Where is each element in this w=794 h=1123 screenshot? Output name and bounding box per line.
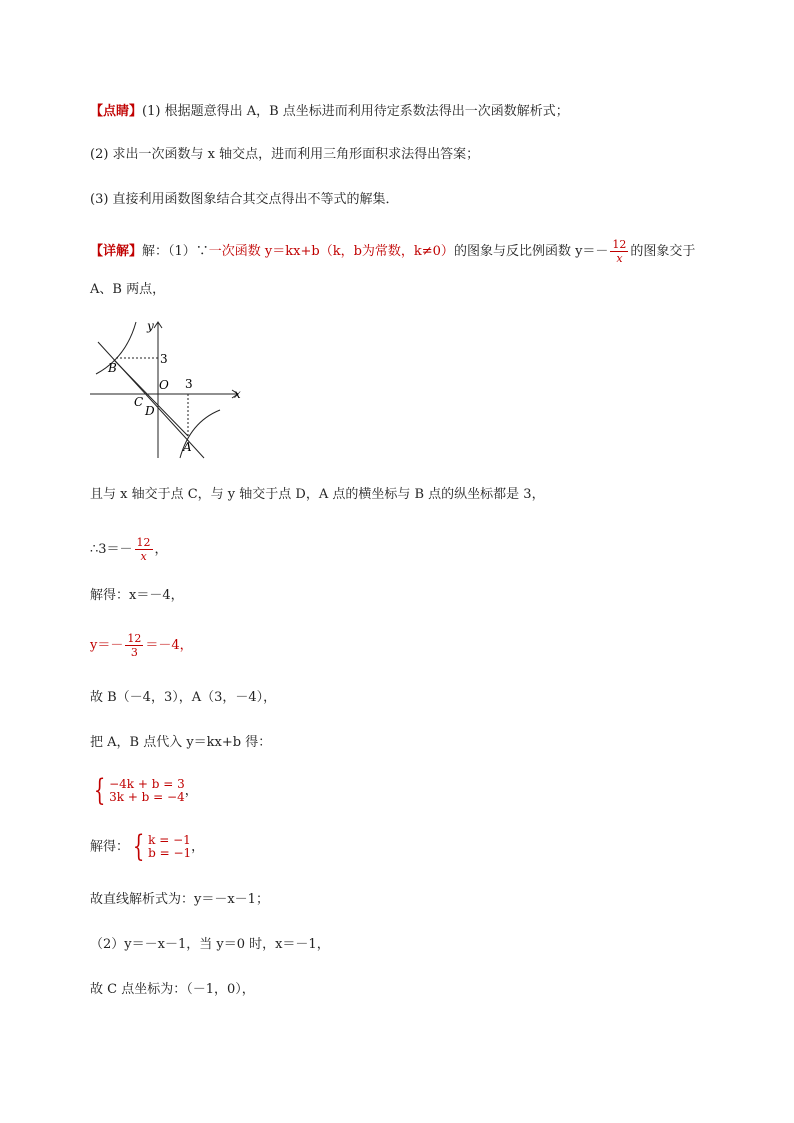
y-tick-label: 3 — [160, 352, 168, 366]
system-1-brace: { — [93, 773, 106, 808]
solution-line-2 — [90, 536, 168, 564]
detail-line-2 — [90, 280, 165, 300]
detail-line-1 — [90, 238, 695, 266]
solution-line-4 — [90, 632, 193, 660]
solution-fraction-2-den: 3 — [130, 646, 138, 659]
detail-text-2: A、B 两点， — [90, 282, 166, 297]
x-tick-label: 3 — [185, 377, 193, 391]
solution-line-9 — [90, 890, 269, 910]
solution-text-6: 把 A，B 点代入 y＝kx+b 得： — [90, 735, 272, 750]
y-axis-label: y — [147, 319, 154, 333]
system-1-tail: ， — [184, 783, 198, 799]
solution-fraction-2-num: 12 — [127, 632, 142, 645]
origin-label: O — [159, 378, 169, 392]
function-graph-svg — [88, 318, 248, 463]
point-c-label: C — [134, 395, 144, 409]
solution-text-11: 故 C 点坐标为：（－1，0）， — [90, 982, 255, 997]
detail-tag: 【详解】 — [90, 244, 143, 259]
point-a-label: A — [183, 440, 192, 454]
solution-fraction-2 — [125, 632, 143, 659]
solution-text-9: 故直线解析式为：y＝－x－1； — [90, 892, 269, 907]
hint-line-3 — [90, 190, 399, 210]
system-2-row-2: b = −1 — [148, 846, 192, 860]
solution-line-10 — [90, 935, 330, 955]
solution-fraction-1-num: 12 — [136, 536, 151, 549]
hint-line-2 — [90, 145, 479, 165]
equation-system-1 — [90, 773, 185, 808]
detail-intro-a: 解：（1）∵ — [142, 244, 209, 259]
x-axis-label: x — [234, 387, 241, 401]
system-2-brace: { — [132, 829, 145, 864]
hint-text-3: (3) 直接利用函数图象结合其交点得出不等式的解集． — [90, 192, 399, 207]
solution-text-3: 解得：x＝－4， — [90, 588, 184, 603]
solution-line-6 — [90, 733, 271, 753]
solution-line-3 — [90, 586, 184, 606]
solution-text-1: 且与 x 轴交于点 C，与 y 轴交于点 D，A 点的横坐标与 B 点的纵坐标都是 3， — [90, 487, 545, 502]
equation-system-2 — [129, 829, 192, 864]
function-graph-figure — [88, 318, 248, 463]
point-b-label: B — [108, 361, 117, 375]
fraction-denominator: x — [616, 252, 623, 265]
solution-text-10: （2）y＝－x－1，当 y＝0 时，x＝－1， — [90, 937, 330, 952]
system-2-rows — [148, 834, 191, 860]
solution-line-5 — [90, 688, 276, 708]
solution-line-1 — [90, 485, 545, 505]
solution-text-2b: ， — [154, 542, 168, 557]
solution-line-7 — [90, 773, 198, 808]
hint-text-2: (2) 求出一次函数与 x 轴交点，进而利用三角形面积求法得出答案； — [90, 147, 480, 162]
system-1-rows — [109, 778, 185, 804]
solution-fraction-1 — [135, 536, 153, 563]
auxiliary-line — [114, 360, 188, 436]
detail-intro-red: 一次函数 y＝kx+b（k，b为常数，k≠0） — [208, 244, 454, 259]
hint-tag: 【点睛】 — [90, 104, 143, 119]
point-d-label: D — [145, 404, 155, 418]
hint-line-1 — [90, 102, 569, 122]
solution-text-4b: ＝－4， — [145, 638, 193, 653]
system-1-row-1: −4k + b = 3 — [109, 777, 185, 791]
solution-text-8a: 解得： — [90, 839, 130, 855]
solution-text-4a: y＝－ — [90, 638, 124, 653]
detail-fraction — [610, 238, 628, 265]
solution-line-8 — [90, 829, 205, 864]
solution-text-5: 故 B（－4，3），A（3，－4）， — [90, 690, 277, 705]
detail-intro-c: 的图象交于 — [630, 244, 696, 259]
detail-intro-b: 的图象与反比例函数 y＝－ — [453, 244, 609, 259]
system-2-row-1: k = −1 — [148, 833, 191, 847]
system-1-row-2: 3k + b = −4 — [109, 790, 185, 804]
solution-line-11 — [90, 980, 255, 1000]
system-2-tail: ， — [191, 839, 205, 855]
solution-text-2a: ∴3＝－ — [90, 542, 133, 557]
solution-fraction-1-den: x — [140, 550, 147, 563]
hint-text-1: (1) 根据题意得出 A，B 点坐标进而利用待定系数法得出一次函数解析式； — [142, 104, 569, 119]
fraction-numerator: 12 — [612, 238, 627, 251]
